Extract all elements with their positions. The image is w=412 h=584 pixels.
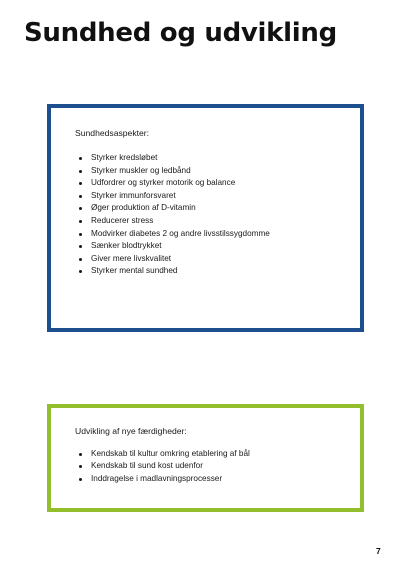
list-item [79, 460, 250, 472]
bullet-icon [79, 195, 82, 198]
list-item [79, 165, 270, 178]
list-item [79, 228, 270, 241]
list-item-text: Styrker muskler og ledbånd [91, 165, 191, 175]
list-item [79, 448, 250, 460]
list-item [79, 202, 270, 215]
health-aspects-box [47, 104, 364, 332]
skill-development-heading: Udvikling af nye færdigheder: [75, 426, 187, 436]
skill-development-box [47, 404, 364, 512]
list-item-text: Modvirker diabetes 2 og andre livsstilssygdomme [91, 228, 270, 238]
list-item [79, 265, 270, 278]
list-item-text: Inddragelse i madlavningsprocesser [91, 473, 223, 483]
list-item-text: Giver mere livskvalitet [91, 253, 172, 263]
list-item-text: Øger produktion af D-vitamin [91, 203, 196, 213]
skill-development-list [79, 448, 250, 485]
page-number: 7 [376, 546, 381, 556]
list-item-text: Styrker immunforsvaret [91, 190, 176, 200]
list-item-text: Reducerer stress [91, 215, 154, 225]
bullet-icon [79, 270, 82, 273]
bullet-icon [79, 207, 82, 210]
list-item-text: Styrker kredsløbet [91, 153, 158, 162]
list-item [79, 190, 270, 203]
bullet-icon [79, 233, 82, 236]
bullet-icon [79, 478, 82, 481]
list-item-text: Kendskab til kultur omkring etablering af bål [91, 449, 250, 458]
list-item [79, 253, 270, 266]
list-item [79, 240, 270, 253]
health-aspects-heading: Sundhedsaspekter: [75, 128, 150, 138]
list-item [79, 215, 270, 228]
bullet-icon [79, 220, 82, 223]
list-item [79, 152, 270, 165]
list-item-text: Sænker blodtrykket [91, 241, 162, 251]
bullet-icon [79, 453, 82, 456]
list-item [79, 177, 270, 190]
bullet-icon [79, 170, 82, 173]
list-item-text: Kendskab til sund kost udenfor [91, 461, 203, 471]
bullet-icon [79, 258, 82, 261]
list-item-text: Udfordrer og styrker motorik og balance [91, 178, 236, 188]
bullet-icon [79, 157, 82, 160]
bullet-icon [79, 245, 82, 248]
list-item [79, 473, 250, 485]
list-item-text: Styrker mental sundhed [91, 266, 178, 276]
bullet-icon [79, 465, 82, 468]
page-title: Sundhed og udvikling [24, 18, 337, 48]
health-aspects-list [79, 152, 270, 278]
bullet-icon [79, 182, 82, 185]
